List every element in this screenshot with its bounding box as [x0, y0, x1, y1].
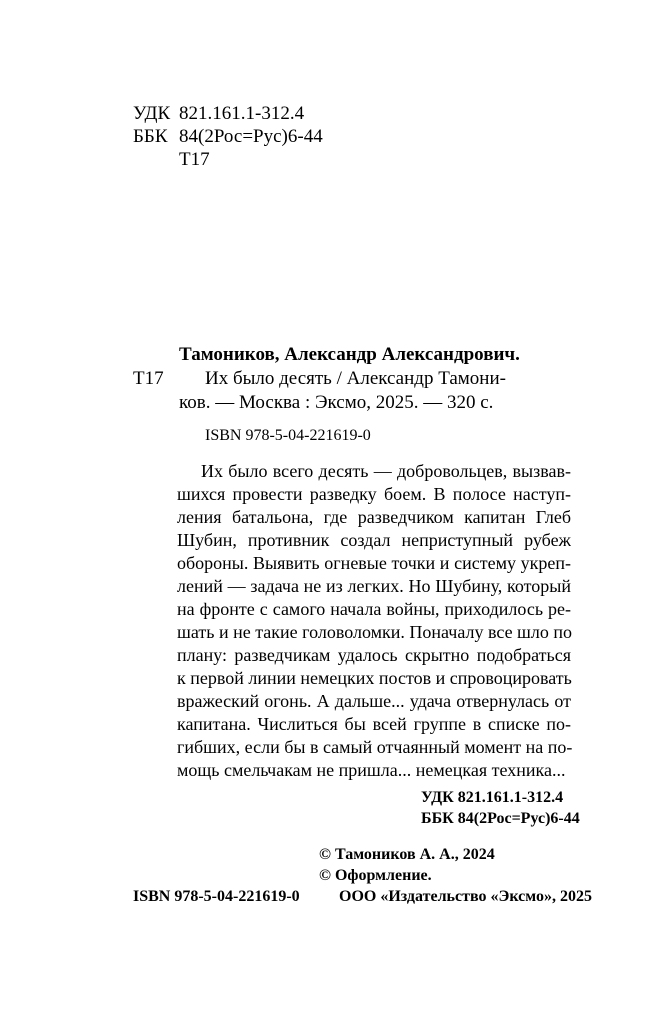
annotation-line: шихся провести разведку боем. В полосе наступ-	[177, 484, 571, 504]
copyright-design: © Оформление.	[319, 867, 432, 884]
record-isbn: ISBN 978-5-04-221619-0	[205, 427, 371, 444]
annotation-line: обороны. Выявить огневые точки и систему укреп-	[177, 553, 571, 573]
annotation-line: мощь смельчакам не пришла... немецкая техника...	[177, 760, 566, 780]
author-mark: Т17	[179, 149, 210, 170]
annotation-line: вражеский огонь. А дальше... удача отвернулась от	[177, 691, 571, 711]
author-heading: Тамоников, Александр Александрович.	[179, 344, 520, 365]
annotation-line: Их было всего десять — добровольцев, вызвав-	[201, 461, 571, 481]
annotation-line: гибших, если бы в самый отчаянный момент на по-	[177, 737, 573, 757]
bbk-bottom: ББК 84(2Рос=Рус)6-44	[421, 810, 580, 827]
record-author-mark: Т17	[133, 368, 164, 389]
annotation-line: к первой линии немецких постов и спровоцировать	[177, 668, 572, 688]
copyright-author: © Тамоников А. А., 2024	[319, 846, 495, 863]
publisher: ООО «Издательство «Эксмо», 2025	[339, 888, 592, 905]
annotation-line: капитана. Числиться бы всей группе в списке по-	[177, 714, 571, 734]
title-line-1: Их было десять / Александр Тамони-	[205, 368, 506, 389]
udk-bottom: УДК 821.161.1-312.4	[421, 789, 564, 806]
isbn-bottom: ISBN 978-5-04-221619-0	[133, 888, 300, 905]
title-line-2: ков. — Москва : Эксмо, 2025. — 320 с.	[179, 392, 494, 413]
annotation-line: Шубин, противник создал неприступный рубеж	[177, 530, 571, 550]
bbk-label: ББК	[133, 126, 168, 147]
annotation-line: шать и не такие головоломки. Поначалу все шло по	[177, 622, 573, 642]
bbk-code: 84(2Рос=Рус)6-44	[179, 126, 323, 147]
annotation-line: плану: разведчикам удалось скрытно подобраться	[177, 645, 571, 665]
annotation-line: ления батальона, где разведчиком капитан Глеб	[177, 507, 571, 527]
annotation-line: лений — задача не из легких. Но Шубину, который	[177, 576, 571, 596]
annotation-line: на фронте с самого начала войны, приходилось ре-	[177, 599, 571, 619]
udk-code: 821.161.1-312.4	[179, 103, 305, 124]
udk-label: УДК	[133, 103, 171, 124]
